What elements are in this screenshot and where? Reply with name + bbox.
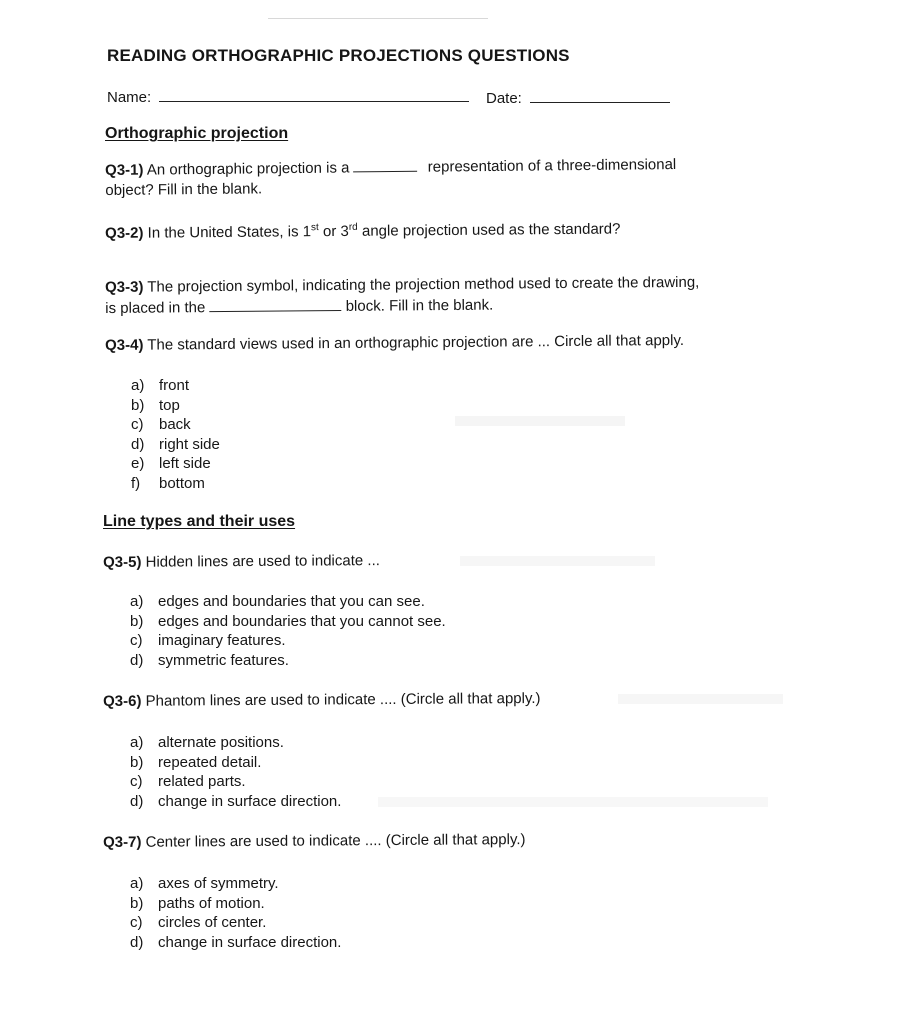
question-3 xyxy=(105,272,795,319)
question-text: In the United States, is 1 xyxy=(147,223,312,242)
option-d[interactable]: d) symmetric features. xyxy=(130,651,289,669)
option-a[interactable]: a) alternate positions. xyxy=(130,734,284,751)
question-1 xyxy=(105,153,785,201)
question-number: Q3-7) xyxy=(103,833,142,851)
option-b[interactable]: b) paths of motion. xyxy=(130,894,265,912)
question-5 xyxy=(103,548,783,573)
option-b[interactable]: b) edges and boundaries that you cannot see. xyxy=(130,612,446,630)
question-text: object? Fill in the blank. xyxy=(105,180,263,199)
option-e[interactable]: e) left side xyxy=(131,455,211,473)
question-6 xyxy=(103,687,783,712)
question-number: Q3-6) xyxy=(103,692,142,710)
option-a[interactable]: a) edges and boundaries that you can see. xyxy=(130,593,425,610)
question-number: Q3-3) xyxy=(105,278,144,296)
option-c[interactable]: c) circles of center. xyxy=(130,914,267,932)
options-q7 xyxy=(130,874,341,952)
question-text: is placed in the xyxy=(105,299,206,317)
question-text: An orthographic projection is a xyxy=(146,159,350,179)
scan-mark xyxy=(268,18,488,19)
question-number: Q3-2) xyxy=(105,224,144,242)
question-4 xyxy=(105,330,795,356)
question-text: angle projection used as the standard? xyxy=(357,220,621,240)
superscript: rd xyxy=(348,221,358,233)
answer-blank[interactable] xyxy=(353,157,417,173)
option-b[interactable]: b) repeated detail. xyxy=(130,753,262,771)
page-title: READING ORTHOGRAPHIC PROJECTIONS QUESTIONS xyxy=(107,46,570,65)
section-heading-orthographic: Orthographic projection xyxy=(105,125,289,142)
name-blank[interactable] xyxy=(159,87,469,102)
question-text: Phantom lines are used to indicate .... (Circle all that apply.) xyxy=(145,689,541,710)
superscript: st xyxy=(310,222,319,234)
options-q5 xyxy=(130,592,446,670)
question-text: Hidden lines are used to indicate ... xyxy=(145,552,380,571)
section-heading-line-types: Line types and their uses xyxy=(103,513,296,530)
option-a[interactable]: a) front xyxy=(131,377,190,394)
option-b[interactable]: b) top xyxy=(131,396,180,414)
options-q4 xyxy=(131,376,220,494)
question-text: representation of a three-dimensional xyxy=(427,156,677,176)
question-2 xyxy=(105,214,785,244)
option-c[interactable]: c) imaginary features. xyxy=(130,632,286,650)
question-number: Q3-1) xyxy=(105,161,144,179)
question-text: block. Fill in the blank. xyxy=(345,296,494,315)
name-label: Name: xyxy=(107,89,152,106)
bleed-through-mark xyxy=(455,416,625,426)
question-text: or 3 xyxy=(318,222,349,241)
option-c[interactable]: c) back xyxy=(131,416,191,434)
question-number: Q3-5) xyxy=(103,553,142,571)
date-blank[interactable] xyxy=(530,88,670,103)
answer-blank[interactable] xyxy=(209,296,341,312)
option-d[interactable]: d) right side xyxy=(131,435,220,453)
option-f[interactable]: f) bottom xyxy=(131,474,205,492)
question-text: Center lines are used to indicate .... (Circle all that apply.) xyxy=(145,831,526,851)
options-q6 xyxy=(130,733,341,811)
option-c[interactable]: c) related parts. xyxy=(130,773,246,791)
option-d[interactable]: d) change in surface direction. xyxy=(130,792,342,810)
date-label: Date: xyxy=(486,90,522,107)
question-text: The projection symbol, indicating the projection method used to create the drawing, xyxy=(147,273,700,296)
option-a[interactable]: a) axes of symmetry. xyxy=(130,875,279,892)
option-d[interactable]: d) change in surface direction. xyxy=(130,933,342,951)
name-field xyxy=(107,87,469,106)
question-number: Q3-4) xyxy=(105,336,144,354)
question-7 xyxy=(103,828,783,853)
bleed-through-mark xyxy=(378,797,768,807)
question-text: The standard views used in an orthographic projection are ... Circle all that apply. xyxy=(147,331,685,354)
date-field xyxy=(486,88,670,107)
